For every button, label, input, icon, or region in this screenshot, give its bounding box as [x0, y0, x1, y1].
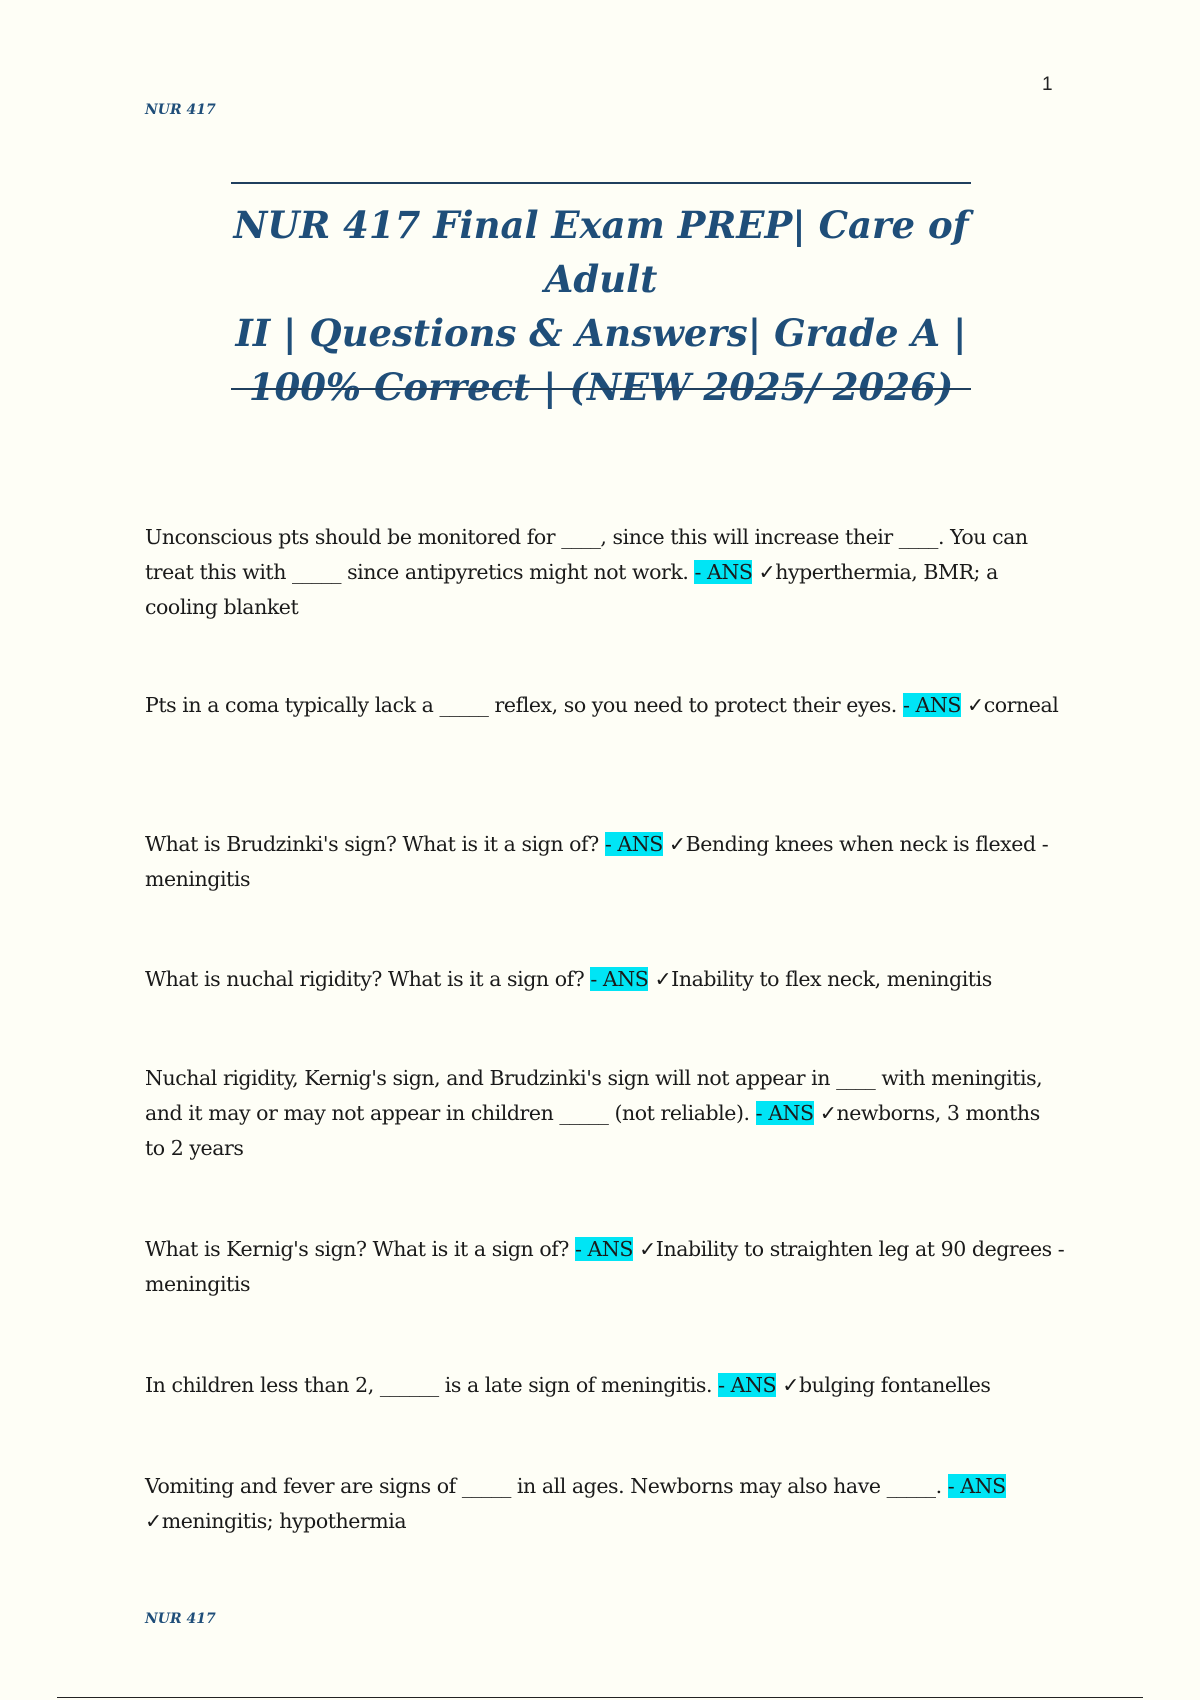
- answer-text: newborns, 3 months to 2 years: [145, 1101, 1040, 1160]
- question-text: Unconscious pts should be monitored for ____, since this will increase their ____. You can treat this with _____ since antipyretics might not work.: [145, 525, 1028, 584]
- question-text: Vomiting and fever are signs of _____ in all ages. Newborns may also have _____.: [145, 1474, 948, 1498]
- document-title: [211, 198, 991, 414]
- answer-text: meningitis; hypothermia: [161, 1509, 407, 1533]
- qa-item-3: [145, 827, 1065, 897]
- ans-highlight: - ANS: [590, 967, 649, 991]
- answer-text: corneal: [983, 693, 1059, 717]
- page-number: 1: [1042, 74, 1053, 95]
- qa-item-8: [145, 1469, 1065, 1539]
- question-text: Nuchal rigidity, Kernig's sign, and Brudzinki's sign will not appear in ____ with meningitis, and it may or may not appear in children _____ (not reliable).: [145, 1066, 1043, 1125]
- page-bottom-rule: [57, 1697, 1143, 1698]
- question-text: In children less than 2, ______ is a late sign of meningitis.: [145, 1373, 719, 1397]
- question-text: What is nuchal rigidity? What is it a sign of?: [145, 967, 591, 991]
- check-icon: ✓: [145, 1509, 162, 1533]
- answer-text: Inability to flex neck, meningitis: [671, 967, 992, 991]
- check-icon: ✓: [967, 693, 984, 717]
- running-header: NUR 417: [145, 102, 216, 118]
- check-icon: ✓: [819, 1101, 837, 1125]
- title-line-1: NUR 417 Final Exam PREP| Care of Adult: [233, 203, 969, 301]
- qa-item-6: [145, 1232, 1065, 1302]
- ans-highlight: - ANS: [575, 1237, 633, 1261]
- question-text: What is Kernig's sign? What is it a sign of?: [145, 1237, 575, 1261]
- check-icon: ✓: [639, 1237, 656, 1261]
- title-line-3: 100% Correct | (NEW 2025/ 2026): [248, 365, 954, 409]
- answer-text: Bending knees when neck is flexed - meningitis: [145, 832, 1049, 891]
- ans-highlight: - ANS: [947, 1474, 1006, 1498]
- ans-highlight: - ANS: [718, 1373, 777, 1397]
- qa-item-1: [145, 520, 1065, 625]
- check-icon: ✓: [758, 560, 776, 584]
- ans-highlight: - ANS: [604, 832, 663, 856]
- qa-item-4: [145, 962, 1065, 997]
- title-line-2: II | Questions & Answers| Grade A |: [235, 311, 967, 355]
- answer-text: bulging fontanelles: [798, 1373, 991, 1397]
- check-icon: ✓: [668, 832, 686, 856]
- qa-item-5: [145, 1061, 1065, 1166]
- ans-highlight: - ANS: [755, 1101, 814, 1125]
- qa-item-2: [145, 688, 1065, 723]
- running-footer: NUR 417: [145, 1611, 216, 1627]
- check-icon: ✓: [654, 967, 672, 991]
- title-bottom-rule: [231, 388, 971, 390]
- answer-text: Inability to straighten leg at 90 degrees - meningitis: [145, 1237, 1065, 1296]
- title-top-rule: [231, 182, 971, 184]
- question-text: Pts in a coma typically lack a _____ reflex, so you need to protect their eyes.: [145, 693, 903, 717]
- check-icon: ✓: [782, 1373, 799, 1397]
- question-text: What is Brudzinki's sign? What is it a sign of?: [145, 832, 605, 856]
- ans-highlight: - ANS: [902, 693, 961, 717]
- ans-highlight: - ANS: [694, 560, 753, 584]
- qa-item-7: [145, 1368, 1065, 1403]
- answer-text: hyperthermia, BMR; a cooling blanket: [145, 560, 998, 619]
